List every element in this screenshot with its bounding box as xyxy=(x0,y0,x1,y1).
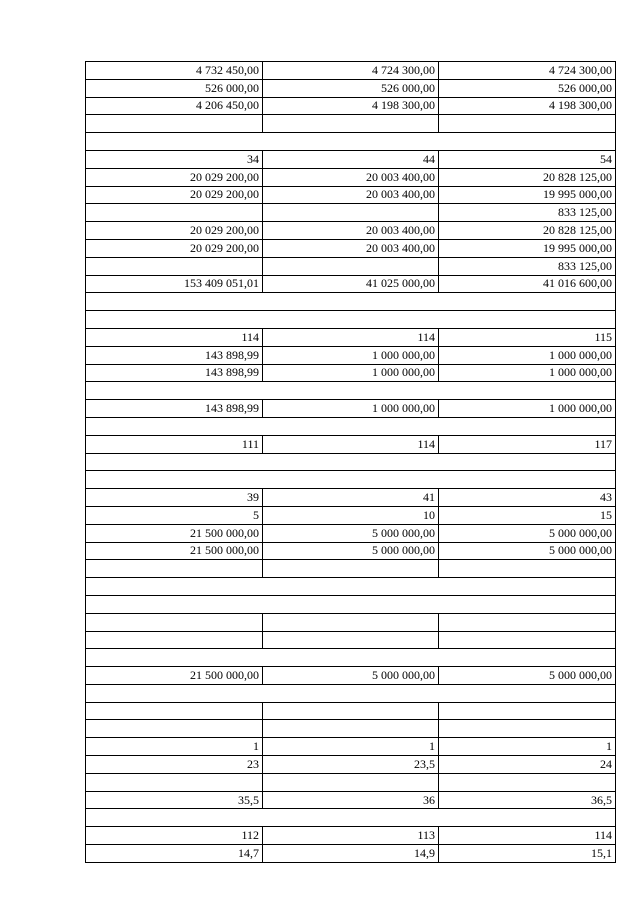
table-cell-col3 xyxy=(439,720,616,738)
table-row xyxy=(86,257,616,275)
table-cell-col3: 36,5 xyxy=(439,791,616,809)
table-cell-col1: 4 206 450,00 xyxy=(86,97,263,115)
table-row xyxy=(86,524,616,542)
table-cell-col3 xyxy=(439,613,616,631)
table-cell-col1: 1 xyxy=(86,738,263,756)
table-cell-col2: 14,9 xyxy=(263,845,439,863)
table-row xyxy=(86,827,616,845)
table-cell-merged xyxy=(86,471,616,489)
table-row xyxy=(86,773,616,791)
table-cell-merged xyxy=(86,382,616,400)
table-cell-col3: 833 125,00 xyxy=(439,257,616,275)
table-cell-col3: 19 995 000,00 xyxy=(439,186,616,204)
table-cell-col2: 526 000,00 xyxy=(263,79,439,97)
table-cell-merged xyxy=(86,417,616,435)
table-cell-col2 xyxy=(263,257,439,275)
table-cell-col1 xyxy=(86,631,263,649)
table-cell-col2: 1 000 000,00 xyxy=(263,400,439,418)
table-row xyxy=(86,489,616,507)
table-cell-col3 xyxy=(439,115,616,133)
table-row xyxy=(86,667,616,685)
table-cell-col2: 4 724 300,00 xyxy=(263,62,439,80)
table-cell-col2: 10 xyxy=(263,506,439,524)
table-row xyxy=(86,684,616,702)
table-cell-col3: 1 xyxy=(439,738,616,756)
table-cell-col1: 23 xyxy=(86,756,263,774)
table-cell-col2: 5 000 000,00 xyxy=(263,667,439,685)
table-cell-col1: 143 898,99 xyxy=(86,400,263,418)
table-cell-col2: 4 198 300,00 xyxy=(263,97,439,115)
table-cell-col3: 20 828 125,00 xyxy=(439,222,616,240)
table-cell-col1 xyxy=(86,720,263,738)
table-cell-col2: 114 xyxy=(263,435,439,453)
table-cell-col3: 54 xyxy=(439,150,616,168)
table-cell-col1 xyxy=(86,702,263,720)
table-row xyxy=(86,62,616,80)
table-cell-col2: 113 xyxy=(263,827,439,845)
table-cell-col3: 24 xyxy=(439,756,616,774)
table-cell-col3: 526 000,00 xyxy=(439,79,616,97)
table-row xyxy=(86,346,616,364)
table-row xyxy=(86,417,616,435)
table-cell-col1: 14,7 xyxy=(86,845,263,863)
table-cell-col2 xyxy=(263,773,439,791)
table-row xyxy=(86,453,616,471)
table-row xyxy=(86,791,616,809)
table-cell-col3: 1 000 000,00 xyxy=(439,346,616,364)
table-cell-col2 xyxy=(263,613,439,631)
table-cell-merged xyxy=(86,595,616,613)
table-cell-col3: 115 xyxy=(439,328,616,346)
table-cell-col1: 21 500 000,00 xyxy=(86,667,263,685)
table-row xyxy=(86,311,616,329)
table-cell-merged xyxy=(86,311,616,329)
table-cell-col1 xyxy=(86,115,263,133)
table-row xyxy=(86,702,616,720)
table-cell-col3: 114 xyxy=(439,827,616,845)
table-cell-col3: 41 016 600,00 xyxy=(439,275,616,293)
table-cell-col2: 20 003 400,00 xyxy=(263,168,439,186)
table-cell-col1: 21 500 000,00 xyxy=(86,524,263,542)
table-row xyxy=(86,756,616,774)
table-cell-col1: 143 898,99 xyxy=(86,364,263,382)
table-cell-col3: 5 000 000,00 xyxy=(439,542,616,560)
table-cell-col3: 117 xyxy=(439,435,616,453)
table-row xyxy=(86,631,616,649)
table-cell-col2: 20 003 400,00 xyxy=(263,222,439,240)
table-cell-col3: 43 xyxy=(439,489,616,507)
table-cell-col1: 20 029 200,00 xyxy=(86,239,263,257)
table-cell-merged xyxy=(86,453,616,471)
table-row xyxy=(86,150,616,168)
table-cell-col1: 143 898,99 xyxy=(86,346,263,364)
table-cell-col2: 20 003 400,00 xyxy=(263,239,439,257)
table-cell-col2: 41 xyxy=(263,489,439,507)
table-cell-col1: 39 xyxy=(86,489,263,507)
table-cell-col2 xyxy=(263,631,439,649)
table-cell-col1: 526 000,00 xyxy=(86,79,263,97)
table-cell-col1 xyxy=(86,560,263,578)
table-cell-col3 xyxy=(439,702,616,720)
table-cell-merged xyxy=(86,578,616,596)
table-cell-col3: 15,1 xyxy=(439,845,616,863)
table-cell-merged xyxy=(86,293,616,311)
table-row xyxy=(86,293,616,311)
table-row xyxy=(86,542,616,560)
table-cell-col1: 21 500 000,00 xyxy=(86,542,263,560)
table-cell-col3 xyxy=(439,773,616,791)
table-cell-col2: 20 003 400,00 xyxy=(263,186,439,204)
table-row xyxy=(86,649,616,667)
table-cell-col2: 36 xyxy=(263,791,439,809)
table-row xyxy=(86,328,616,346)
table-row xyxy=(86,239,616,257)
table-cell-col3: 1 000 000,00 xyxy=(439,400,616,418)
table-cell-col2: 23,5 xyxy=(263,756,439,774)
table-cell-col1: 111 xyxy=(86,435,263,453)
table-row xyxy=(86,845,616,863)
table-cell-col3: 4 198 300,00 xyxy=(439,97,616,115)
table-row xyxy=(86,79,616,97)
table-row xyxy=(86,809,616,827)
table-cell-col1: 5 xyxy=(86,506,263,524)
table-cell-col2 xyxy=(263,702,439,720)
table-cell-merged xyxy=(86,809,616,827)
table-row xyxy=(86,204,616,222)
table-row xyxy=(86,435,616,453)
table-cell-col1 xyxy=(86,773,263,791)
table-row xyxy=(86,738,616,756)
table-cell-col1 xyxy=(86,257,263,275)
table-cell-col3: 19 995 000,00 xyxy=(439,239,616,257)
table-cell-col2 xyxy=(263,560,439,578)
table-cell-col3: 5 000 000,00 xyxy=(439,667,616,685)
table-cell-col1: 4 732 450,00 xyxy=(86,62,263,80)
table-cell-col2: 1 000 000,00 xyxy=(263,346,439,364)
table-cell-col3: 4 724 300,00 xyxy=(439,62,616,80)
table-cell-col2: 1 000 000,00 xyxy=(263,364,439,382)
table-cell-col3: 1 000 000,00 xyxy=(439,364,616,382)
table-cell-col1: 20 029 200,00 xyxy=(86,168,263,186)
table-row xyxy=(86,168,616,186)
table-cell-col1: 112 xyxy=(86,827,263,845)
table-cell-col2: 114 xyxy=(263,328,439,346)
table-row xyxy=(86,222,616,240)
table-cell-col3: 5 000 000,00 xyxy=(439,524,616,542)
table-cell-col2: 5 000 000,00 xyxy=(263,542,439,560)
table-body xyxy=(86,62,616,863)
table-row xyxy=(86,275,616,293)
table-cell-col1: 114 xyxy=(86,328,263,346)
table-row xyxy=(86,186,616,204)
table-cell-col3: 20 828 125,00 xyxy=(439,168,616,186)
table-row xyxy=(86,382,616,400)
table-row xyxy=(86,560,616,578)
table-cell-col2 xyxy=(263,115,439,133)
table-row xyxy=(86,720,616,738)
table-cell-col2: 1 xyxy=(263,738,439,756)
table-cell-col2: 41 025 000,00 xyxy=(263,275,439,293)
table-cell-col1 xyxy=(86,204,263,222)
data-table xyxy=(85,61,616,863)
table-row xyxy=(86,578,616,596)
table-row xyxy=(86,97,616,115)
table-row xyxy=(86,613,616,631)
table-cell-col1: 34 xyxy=(86,150,263,168)
table-cell-col1: 35,5 xyxy=(86,791,263,809)
table-cell-col2: 5 000 000,00 xyxy=(263,524,439,542)
table-row xyxy=(86,471,616,489)
table-cell-col3 xyxy=(439,631,616,649)
table-cell-col3: 833 125,00 xyxy=(439,204,616,222)
table-row xyxy=(86,133,616,151)
table-cell-col1: 20 029 200,00 xyxy=(86,186,263,204)
table-cell-merged xyxy=(86,649,616,667)
table-cell-col1: 153 409 051,01 xyxy=(86,275,263,293)
table-cell-merged xyxy=(86,133,616,151)
table-cell-col1 xyxy=(86,613,263,631)
table-cell-col3: 15 xyxy=(439,506,616,524)
table-cell-col2 xyxy=(263,204,439,222)
table-cell-col1: 20 029 200,00 xyxy=(86,222,263,240)
table-row xyxy=(86,115,616,133)
table-row xyxy=(86,400,616,418)
table-cell-merged xyxy=(86,684,616,702)
table-cell-col3 xyxy=(439,560,616,578)
table-row xyxy=(86,595,616,613)
table-row xyxy=(86,364,616,382)
table-row xyxy=(86,506,616,524)
table-cell-col2: 44 xyxy=(263,150,439,168)
table-cell-col2 xyxy=(263,720,439,738)
